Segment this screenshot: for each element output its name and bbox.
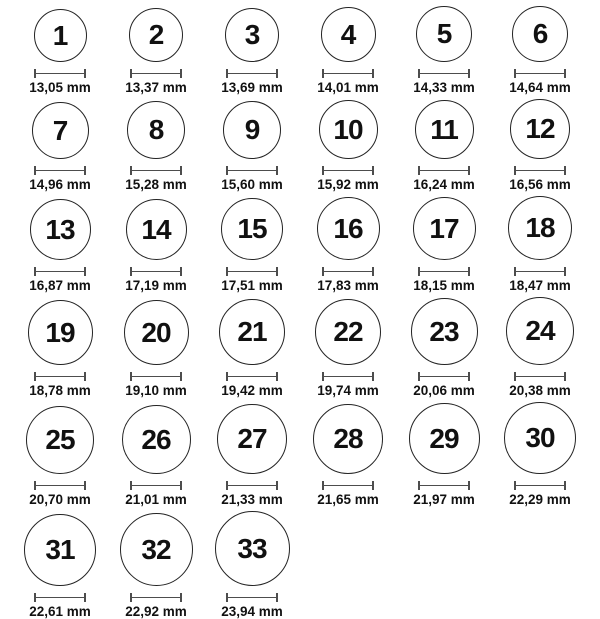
ring-size-cell [12,406,108,507]
ring-size-number: 12 [525,113,555,144]
diameter-measure-line [514,481,566,490]
ring-size-number: 16 [333,212,363,244]
ring-size-cell [492,297,588,398]
diameter-label: 19,42 mm [221,383,283,398]
ring-size-number: 3 [244,19,260,50]
ring-size-cell [204,198,300,293]
ring-circle [122,405,191,474]
ring-size-cell [396,298,492,398]
ring-size-number: 33 [237,532,267,564]
ring-size-number: 21 [237,316,267,347]
ring-size-number: 26 [141,423,171,455]
diameter-label: 20,38 mm [509,383,571,398]
ring-size-cell [492,402,588,507]
ring-size-cell [12,102,108,192]
ring-circle [28,300,93,365]
ring-size-number: 9 [244,114,260,145]
diameter-measure-line [514,166,566,175]
diameter-label: 15,92 mm [317,177,379,192]
diameter-measure-line [226,69,278,78]
diameter-measure-line [514,69,566,78]
diameter-measure-line [322,166,374,175]
ring-circle [129,8,183,62]
diameter-label: 16,24 mm [413,177,475,192]
ring-circle [512,6,568,62]
ring-circle [510,99,570,159]
ring-size-cell [300,299,396,398]
ring-size-number: 28 [333,423,363,454]
ring-size-cell [12,514,108,619]
ring-size-number: 30 [525,422,555,453]
ring-circle [415,100,474,159]
ring-size-cell [300,197,396,293]
ring-size-number: 10 [333,113,363,145]
ring-size-number: 7 [52,114,68,146]
diameter-label: 17,83 mm [317,278,379,293]
diameter-measure-line [34,267,86,276]
ring-size-number: 14 [141,213,171,245]
ring-size-cell [204,101,300,192]
ring-circle [321,7,376,62]
ring-size-number: 19 [45,316,75,348]
ring-size-number: 22 [333,316,363,347]
ring-circle [34,9,87,62]
diameter-measure-line [418,481,470,490]
ring-circle [416,6,472,62]
ring-circle [225,8,279,62]
ring-size-cell [204,299,300,398]
ring-circle [120,513,193,586]
diameter-label: 20,70 mm [29,492,91,507]
ring-size-cell [492,99,588,192]
diameter-measure-line [34,166,86,175]
diameter-label: 13,37 mm [125,80,187,95]
ring-size-number: 24 [525,315,555,346]
diameter-label: 15,28 mm [125,177,187,192]
ring-size-cell [204,404,300,507]
ring-circle [32,102,89,159]
ring-size-cell [300,100,396,192]
ring-circle [24,514,96,586]
ring-size-cell [12,9,108,95]
ring-circle [317,197,380,260]
ring-circle [126,199,187,260]
ring-size-cell [396,6,492,95]
ring-circle [319,100,378,159]
diameter-measure-line [34,481,86,490]
diameter-measure-line [130,593,182,602]
ring-size-number: 13 [45,213,75,245]
ring-circle [508,196,572,260]
ring-size-cell [108,405,204,507]
ring-size-cell [300,7,396,95]
diameter-label: 14,96 mm [29,177,91,192]
ring-size-number: 23 [429,315,459,347]
ring-size-number: 6 [532,18,548,49]
diameter-measure-line [418,69,470,78]
diameter-label: 17,19 mm [125,278,187,293]
diameter-measure-line [322,69,374,78]
diameter-measure-line [130,481,182,490]
ring-size-number: 31 [45,534,75,565]
diameter-measure-line [34,69,86,78]
ring-size-number: 11 [430,113,458,145]
ring-size-cell [396,100,492,192]
diameter-measure-line [226,372,278,381]
diameter-measure-line [322,372,374,381]
diameter-label: 21,01 mm [125,492,187,507]
ring-size-number: 15 [237,213,267,244]
ring-size-cell [396,197,492,293]
diameter-label: 20,06 mm [413,383,475,398]
diameter-label: 21,97 mm [413,492,475,507]
diameter-label: 14,01 mm [317,80,379,95]
ring-circle [409,403,480,474]
diameter-measure-line [34,593,86,602]
ring-circle [30,199,91,260]
ring-size-number: 5 [436,18,452,49]
ring-size-cell [204,8,300,95]
diameter-measure-line [418,372,470,381]
diameter-label: 14,64 mm [509,80,571,95]
diameter-label: 16,56 mm [509,177,571,192]
ring-size-cell [396,403,492,507]
ring-size-number: 27 [237,423,267,454]
diameter-measure-line [130,267,182,276]
diameter-label: 19,10 mm [125,383,187,398]
ring-size-number: 18 [525,212,555,243]
ring-circle [313,404,383,474]
ring-size-cell [108,101,204,192]
ring-size-number: 1 [52,19,68,51]
ring-size-number: 32 [141,533,171,565]
ring-size-cell [12,199,108,293]
ring-size-cell [108,300,204,398]
diameter-label: 13,69 mm [221,80,283,95]
diameter-label: 21,33 mm [221,492,283,507]
diameter-label: 23,94 mm [221,604,283,619]
ring-size-number: 17 [429,212,459,244]
diameter-label: 19,74 mm [317,383,379,398]
diameter-measure-line [418,166,470,175]
diameter-measure-line [226,593,278,602]
diameter-measure-line [226,481,278,490]
ring-circle [315,299,381,365]
ring-size-cell [108,199,204,293]
ring-size-number: 2 [148,19,164,50]
ring-circle [411,298,478,365]
ring-circle [413,197,476,260]
ring-size-number: 8 [148,114,164,145]
ring-size-cell [300,404,396,507]
diameter-measure-line [514,267,566,276]
diameter-measure-line [34,372,86,381]
diameter-measure-line [130,372,182,381]
ring-circle [219,299,285,365]
ring-size-cell [12,300,108,398]
diameter-label: 13,05 mm [29,80,91,95]
diameter-label: 18,47 mm [509,278,571,293]
ring-size-cell [492,196,588,293]
ring-size-cell [108,8,204,95]
ring-circle [506,297,574,365]
ring-size-cell [108,513,204,619]
ring-circle [217,404,287,474]
ring-circle [124,300,189,365]
ring-circle [504,402,576,474]
diameter-measure-line [514,372,566,381]
diameter-label: 22,29 mm [509,492,571,507]
diameter-label: 21,65 mm [317,492,379,507]
ring-size-number: 29 [429,422,459,454]
diameter-measure-line [226,166,278,175]
diameter-label: 14,33 mm [413,80,475,95]
diameter-label: 18,78 mm [29,383,91,398]
ring-size-number: 4 [340,18,356,50]
ring-size-number: 20 [141,316,171,348]
ring-circle [223,101,281,159]
ring-circle [26,406,94,474]
diameter-measure-line [322,481,374,490]
diameter-label: 22,61 mm [29,604,91,619]
ring-circle [221,198,283,260]
diameter-measure-line [418,267,470,276]
diameter-label: 18,15 mm [413,278,475,293]
ring-circle [215,511,290,586]
diameter-label: 22,92 mm [125,604,187,619]
diameter-measure-line [322,267,374,276]
ring-size-number: 25 [45,424,75,455]
diameter-measure-line [226,267,278,276]
ring-size-cell [204,511,300,619]
diameter-label: 15,60 mm [221,177,283,192]
ring-size-cell [492,6,588,95]
ring-circle [127,101,185,159]
diameter-label: 16,87 mm [29,278,91,293]
diameter-measure-line [130,166,182,175]
diameter-label: 17,51 mm [221,278,283,293]
diameter-measure-line [130,69,182,78]
